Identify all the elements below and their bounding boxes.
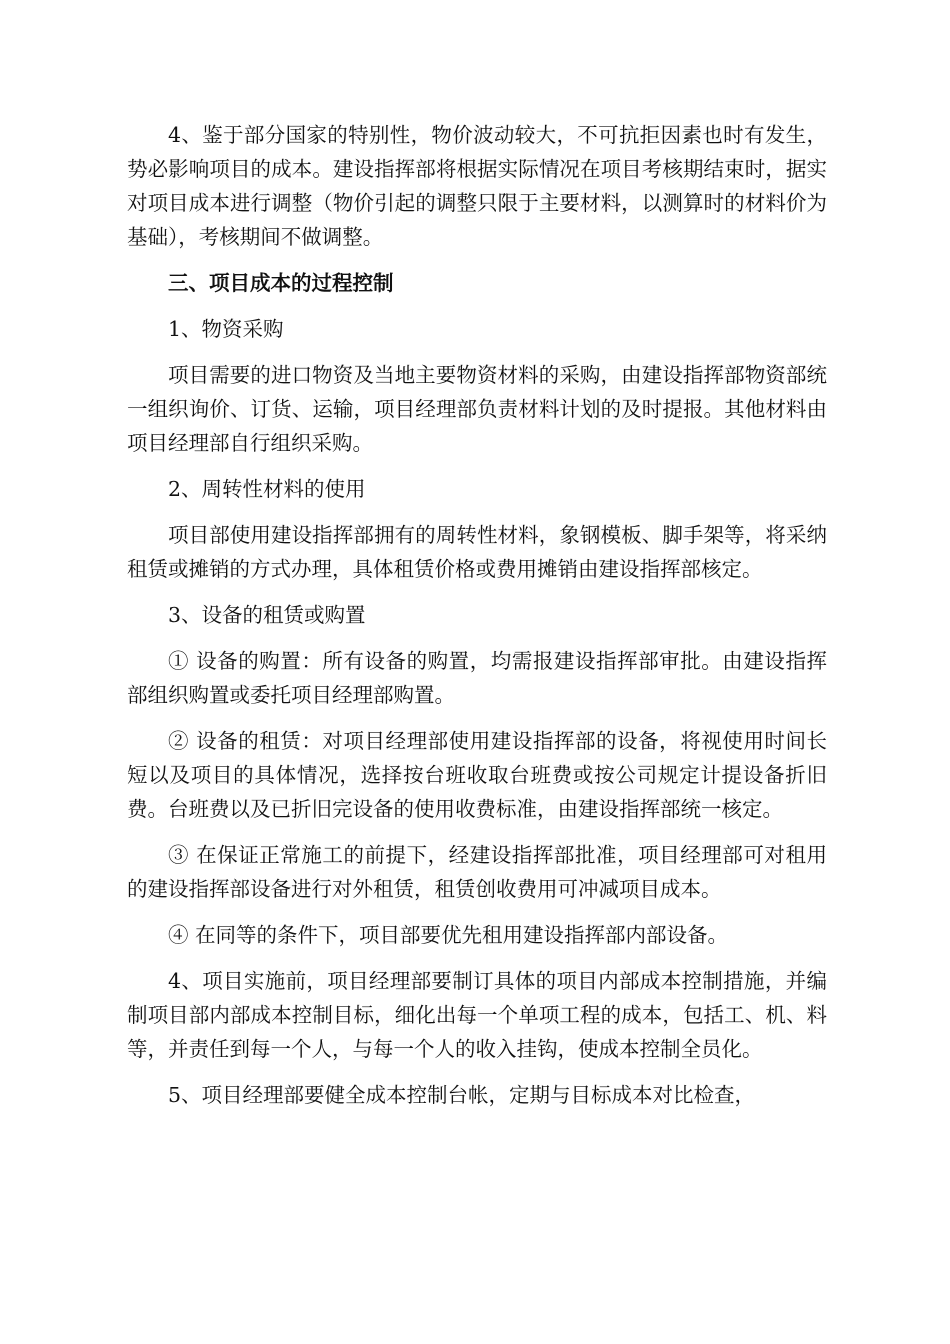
paragraph-equipment-lease: ② 设备的租赁：对项目经理部使用建设指挥部的设备，将视使用时间长短以及项目的具体情况，选择按台班收取台班费或按公司规定计提设备折旧费。台班费以及已折旧完设备的使用收费标准，由建设指挥部统一核定。 [127, 729, 827, 821]
paragraph-material-procurement: 项目需要的进口物资及当地主要物资材料的采购，由建设指挥部物资部统一组织询价、订货、运输，项目经理部负责材料计划的及时提报。其他材料由项目经理部自行组织采购。 [127, 363, 827, 455]
paragraph-cost-control-measures: 4、项目实施前，项目经理部要制订具体的项目内部成本控制措施，并编制项目部内部成本控制目标，细化出每一个单项工程的成本，包括工、机、料等，并责任到每一个人，与每一个人的收入挂钩，使成本控制全员化。 [127, 969, 827, 1061]
paragraph-cost-ledger: 5、项目经理部要健全成本控制台帐，定期与目标成本对比检查， [168, 1083, 756, 1107]
paragraph-external-lease: ③ 在保证正常施工的前提下，经建设指挥部批准，项目经理部可对租用的建设指挥部设备进行对外租赁，租赁创收费用可冲减项目成本。 [127, 843, 827, 901]
paragraph-price-adjustment: 4、鉴于部分国家的特别性，物价波动较大，不可抗拒因素也时有发生，势必影响项目的成本。建设指挥部将根据实际情况在项目考核期结束时，据实对项目成本进行调整（物价引起的调整只限于主要材料，以测算时的材料价为基础），考核期间不做调整。 [127, 123, 827, 249]
subheading-material-procurement: 1、物资采购 [168, 317, 284, 341]
paragraph-equipment-purchase: ① 设备的购置：所有设备的购置，均需报建设指挥部审批。由建设指挥部组织购置或委托项目经理部购置。 [127, 649, 827, 707]
document-body [127, 118, 827, 1124]
paragraph-turnover-materials: 项目部使用建设指挥部拥有的周转性材料，象钢模板、脚手架等，将采纳租赁或摊销的方式办理，具体租赁价格或费用摊销由建设指挥部核定。 [127, 523, 827, 581]
paragraph-internal-priority: ④ 在同等的条件下，项目部要优先租用建设指挥部内部设备。 [168, 923, 729, 947]
subheading-equipment-lease-purchase: 3、设备的租赁或购置 [168, 603, 366, 627]
subheading-turnover-materials: 2、周转性材料的使用 [168, 477, 366, 501]
section-heading-process-control: 三、项目成本的过程控制 [168, 271, 394, 295]
